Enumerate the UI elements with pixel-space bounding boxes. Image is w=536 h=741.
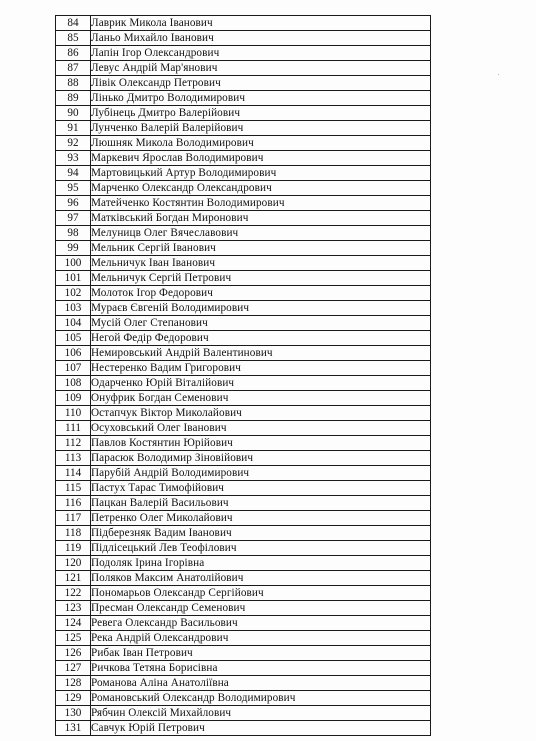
deputies-table-body <box>56 16 431 736</box>
full-name-cell: Осуховський Олег Іванович <box>91 421 431 436</box>
full-name-cell: Мельник Сергій Іванович <box>91 241 431 256</box>
full-name-cell: Савчук Юрій Петрович <box>91 721 431 736</box>
full-name-cell: Павлов Костянтин Юрійович <box>91 436 431 451</box>
full-name-cell: Молоток Ігор Федорович <box>91 286 431 301</box>
full-name-cell: Ланьо Михайло Іванович <box>91 31 431 46</box>
full-name-cell: Подоляк Ірина Ігорівна <box>91 556 431 571</box>
table-row <box>56 721 431 736</box>
full-name-cell: Негой Федір Федорович <box>91 331 431 346</box>
row-number-cell: 125 <box>56 631 91 646</box>
row-number-cell: 109 <box>56 391 91 406</box>
row-number-cell: 91 <box>56 121 91 136</box>
table-row <box>56 691 431 706</box>
full-name-cell: Підберезняк Вадим Іванович <box>91 526 431 541</box>
table-row <box>56 256 431 271</box>
full-name-cell: Люшняк Микола Володимирович <box>91 136 431 151</box>
table-row <box>56 316 431 331</box>
row-number-cell: 101 <box>56 271 91 286</box>
table-row <box>56 301 431 316</box>
row-number-cell: 128 <box>56 676 91 691</box>
table-row <box>56 286 431 301</box>
table-row <box>56 586 431 601</box>
full-name-cell: Одарченко Юрій Віталійович <box>91 376 431 391</box>
row-number-cell: 105 <box>56 331 91 346</box>
full-name-cell: Остапчук Віктор Миколайович <box>91 406 431 421</box>
full-name-cell: Маркевич Ярослав Володимирович <box>91 151 431 166</box>
table-row <box>56 571 431 586</box>
row-number-cell: 87 <box>56 61 91 76</box>
row-number-cell: 97 <box>56 211 91 226</box>
table-row <box>56 241 431 256</box>
table-row <box>56 121 431 136</box>
table-row <box>56 541 431 556</box>
full-name-cell: Романова Аліна Анатоліївна <box>91 676 431 691</box>
full-name-cell: Мартовицький Артур Володимирович <box>91 166 431 181</box>
table-row <box>56 226 431 241</box>
table-row <box>56 271 431 286</box>
full-name-cell: Лубінець Дмитро Валерійович <box>91 106 431 121</box>
row-number-cell: 102 <box>56 286 91 301</box>
table-row <box>56 661 431 676</box>
table-row <box>56 406 431 421</box>
table-row <box>56 391 431 406</box>
full-name-cell: Лапін Ігор Олександрович <box>91 46 431 61</box>
table-row <box>56 706 431 721</box>
full-name-cell: Онуфрик Богдан Семенович <box>91 391 431 406</box>
full-name-cell: Мураєв Євгеній Володимирович <box>91 301 431 316</box>
table-row <box>56 361 431 376</box>
table-row <box>56 496 431 511</box>
row-number-cell: 104 <box>56 316 91 331</box>
row-number-cell: 131 <box>56 721 91 736</box>
full-name-cell: Мелуницв Олег Вячеславович <box>91 226 431 241</box>
table-row <box>56 511 431 526</box>
table-row <box>56 481 431 496</box>
full-name-cell: Пономарьов Олександр Сергійович <box>91 586 431 601</box>
row-number-cell: 110 <box>56 406 91 421</box>
row-number-cell: 106 <box>56 346 91 361</box>
full-name-cell: Парубій Андрій Володимирович <box>91 466 431 481</box>
full-name-cell: Пацкан Валерій Васильович <box>91 496 431 511</box>
row-number-cell: 112 <box>56 436 91 451</box>
table-row <box>56 676 431 691</box>
table-row <box>56 421 431 436</box>
row-number-cell: 103 <box>56 301 91 316</box>
full-name-cell: Мельничук Сергій Петрович <box>91 271 431 286</box>
table-row <box>56 451 431 466</box>
table-row <box>56 166 431 181</box>
full-name-cell: Матківський Богдан Миронович <box>91 211 431 226</box>
table-row <box>56 601 431 616</box>
full-name-cell: Левус Андрій Мар'янович <box>91 61 431 76</box>
full-name-cell: Ричкова Тетяна Борисівна <box>91 661 431 676</box>
row-number-cell: 88 <box>56 76 91 91</box>
table-row <box>56 211 431 226</box>
row-number-cell: 113 <box>56 451 91 466</box>
full-name-cell: Романовський Олександр Володимирович <box>91 691 431 706</box>
full-name-cell: Рябчин Олексій Михайлович <box>91 706 431 721</box>
full-name-cell: Підлісецький Лев Теофілович <box>91 541 431 556</box>
row-number-cell: 117 <box>56 511 91 526</box>
table-row <box>56 646 431 661</box>
row-number-cell: 98 <box>56 226 91 241</box>
row-number-cell: 115 <box>56 481 91 496</box>
table-row <box>56 526 431 541</box>
full-name-cell: Рибак Іван Петрович <box>91 646 431 661</box>
row-number-cell: 85 <box>56 31 91 46</box>
row-number-cell: 89 <box>56 91 91 106</box>
row-number-cell: 108 <box>56 376 91 391</box>
full-name-cell: Петренко Олег Миколайович <box>91 511 431 526</box>
row-number-cell: 122 <box>56 586 91 601</box>
row-number-cell: 111 <box>56 421 91 436</box>
row-number-cell: 90 <box>56 106 91 121</box>
full-name-cell: Поляков Максим Анатолійович <box>91 571 431 586</box>
row-number-cell: 118 <box>56 526 91 541</box>
row-number-cell: 120 <box>56 556 91 571</box>
full-name-cell: Нестеренко Вадим Григорович <box>91 361 431 376</box>
table-row <box>56 196 431 211</box>
table-row <box>56 31 431 46</box>
row-number-cell: 92 <box>56 136 91 151</box>
row-number-cell: 93 <box>56 151 91 166</box>
table-row <box>56 16 431 31</box>
table-row <box>56 556 431 571</box>
table-row <box>56 61 431 76</box>
row-number-cell: 127 <box>56 661 91 676</box>
table-row <box>56 346 431 361</box>
row-number-cell: 107 <box>56 361 91 376</box>
full-name-cell: Река Андрій Олександрович <box>91 631 431 646</box>
row-number-cell: 123 <box>56 601 91 616</box>
full-name-cell: Лунченко Валерій Валерійович <box>91 121 431 136</box>
table-row <box>56 631 431 646</box>
table-row <box>56 76 431 91</box>
row-number-cell: 100 <box>56 256 91 271</box>
table-row <box>56 106 431 121</box>
row-number-cell: 94 <box>56 166 91 181</box>
scan-speck <box>498 74 499 75</box>
full-name-cell: Пастух Тарас Тимофійович <box>91 481 431 496</box>
full-name-cell: Лівік Олександр Петрович <box>91 76 431 91</box>
row-number-cell: 130 <box>56 706 91 721</box>
row-number-cell: 121 <box>56 571 91 586</box>
full-name-cell: Мельничук Іван Іванович <box>91 256 431 271</box>
full-name-cell: Парасюк Володимир Зіновійович <box>91 451 431 466</box>
full-name-cell: Матейченко Костянтин Володимирович <box>91 196 431 211</box>
row-number-cell: 86 <box>56 46 91 61</box>
row-number-cell: 114 <box>56 466 91 481</box>
table-row <box>56 376 431 391</box>
table-row <box>56 436 431 451</box>
full-name-cell: Ревега Олександр Васильович <box>91 616 431 631</box>
full-name-cell: Пресман Олександр Семенович <box>91 601 431 616</box>
table-row <box>56 616 431 631</box>
full-name-cell: Немировський Андрій Валентинович <box>91 346 431 361</box>
table-row <box>56 46 431 61</box>
table-row <box>56 91 431 106</box>
full-name-cell: Марченко Олександр Олександрович <box>91 181 431 196</box>
row-number-cell: 99 <box>56 241 91 256</box>
row-number-cell: 124 <box>56 616 91 631</box>
row-number-cell: 96 <box>56 196 91 211</box>
full-name-cell: Лінько Дмитро Володимирович <box>91 91 431 106</box>
table-row <box>56 331 431 346</box>
row-number-cell: 129 <box>56 691 91 706</box>
full-name-cell: Лаврик Микола Іванович <box>91 16 431 31</box>
full-name-cell: Мусій Олег Степанович <box>91 316 431 331</box>
row-number-cell: 116 <box>56 496 91 511</box>
table-row <box>56 151 431 166</box>
table-row <box>56 466 431 481</box>
deputies-table <box>55 15 431 736</box>
row-number-cell: 126 <box>56 646 91 661</box>
row-number-cell: 119 <box>56 541 91 556</box>
row-number-cell: 84 <box>56 16 91 31</box>
table-row <box>56 181 431 196</box>
row-number-cell: 95 <box>56 181 91 196</box>
table-row <box>56 136 431 151</box>
